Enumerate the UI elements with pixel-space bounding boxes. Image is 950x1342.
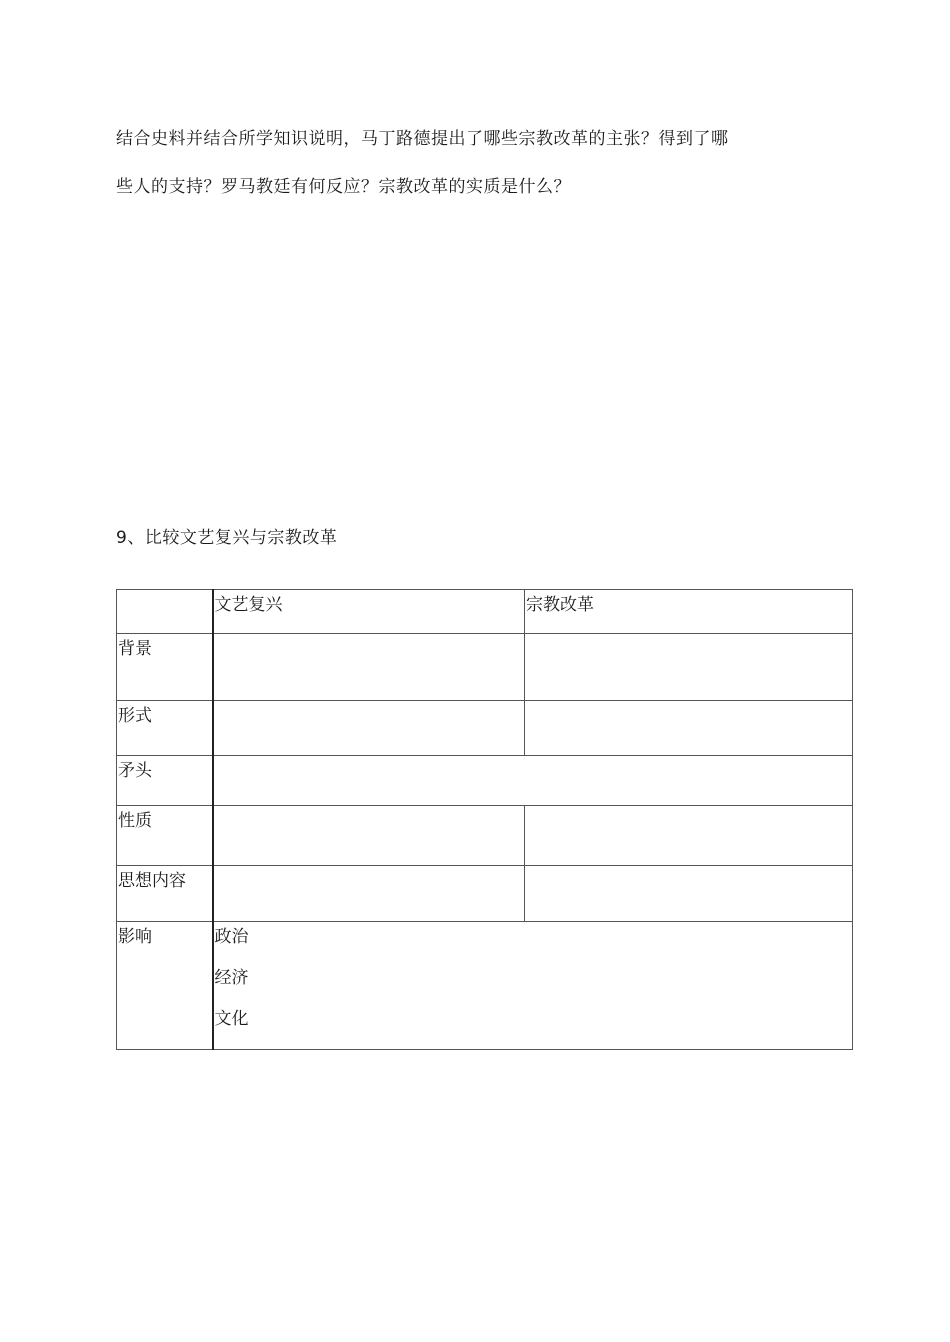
row-label-background: 背景	[117, 634, 213, 701]
row-label-impact: 影响	[117, 922, 213, 1050]
cell-content-renaissance[interactable]	[213, 866, 525, 922]
header-reformation: 宗教改革	[525, 590, 853, 634]
cell-impact-merged[interactable]	[213, 922, 853, 1050]
table-row-form	[117, 701, 853, 756]
table-header-row	[117, 590, 853, 634]
cell-content-reformation[interactable]	[525, 866, 853, 922]
table-row-background	[117, 634, 853, 701]
cell-nature-renaissance[interactable]	[213, 806, 525, 866]
cell-form-renaissance[interactable]	[213, 701, 525, 756]
table-row-content	[117, 866, 853, 922]
impact-item-economy: 经济	[214, 968, 249, 988]
cell-nature-reformation[interactable]	[525, 806, 853, 866]
row-label-nature: 性质	[117, 806, 213, 866]
section-heading: 9、比较文艺复兴与宗教改革	[116, 528, 338, 548]
impact-item-politics: 政治	[214, 927, 249, 947]
table-row-target	[117, 756, 853, 806]
cell-form-reformation[interactable]	[525, 701, 853, 756]
question-text-line-2: 些人的支持？罗马教廷有何反应？宗教改革的实质是什么？	[116, 177, 571, 197]
row-label-target: 矛头	[117, 756, 213, 806]
impact-item-culture: 文化	[214, 1009, 249, 1029]
table-row-impact	[117, 922, 853, 1050]
comparison-table	[116, 589, 853, 1050]
cell-background-renaissance[interactable]	[213, 634, 525, 701]
row-label-form: 形式	[117, 701, 213, 756]
question-text-line-1: 结合史料并结合所学知识说明，马丁路德提出了哪些宗教改革的主张？得到了哪	[116, 129, 729, 149]
header-renaissance: 文艺复兴	[213, 590, 525, 634]
header-blank-cell	[117, 590, 213, 634]
row-label-content: 思想内容	[117, 866, 213, 922]
table-row-nature	[117, 806, 853, 866]
cell-target-merged[interactable]	[213, 756, 853, 806]
cell-background-reformation[interactable]	[525, 634, 853, 701]
